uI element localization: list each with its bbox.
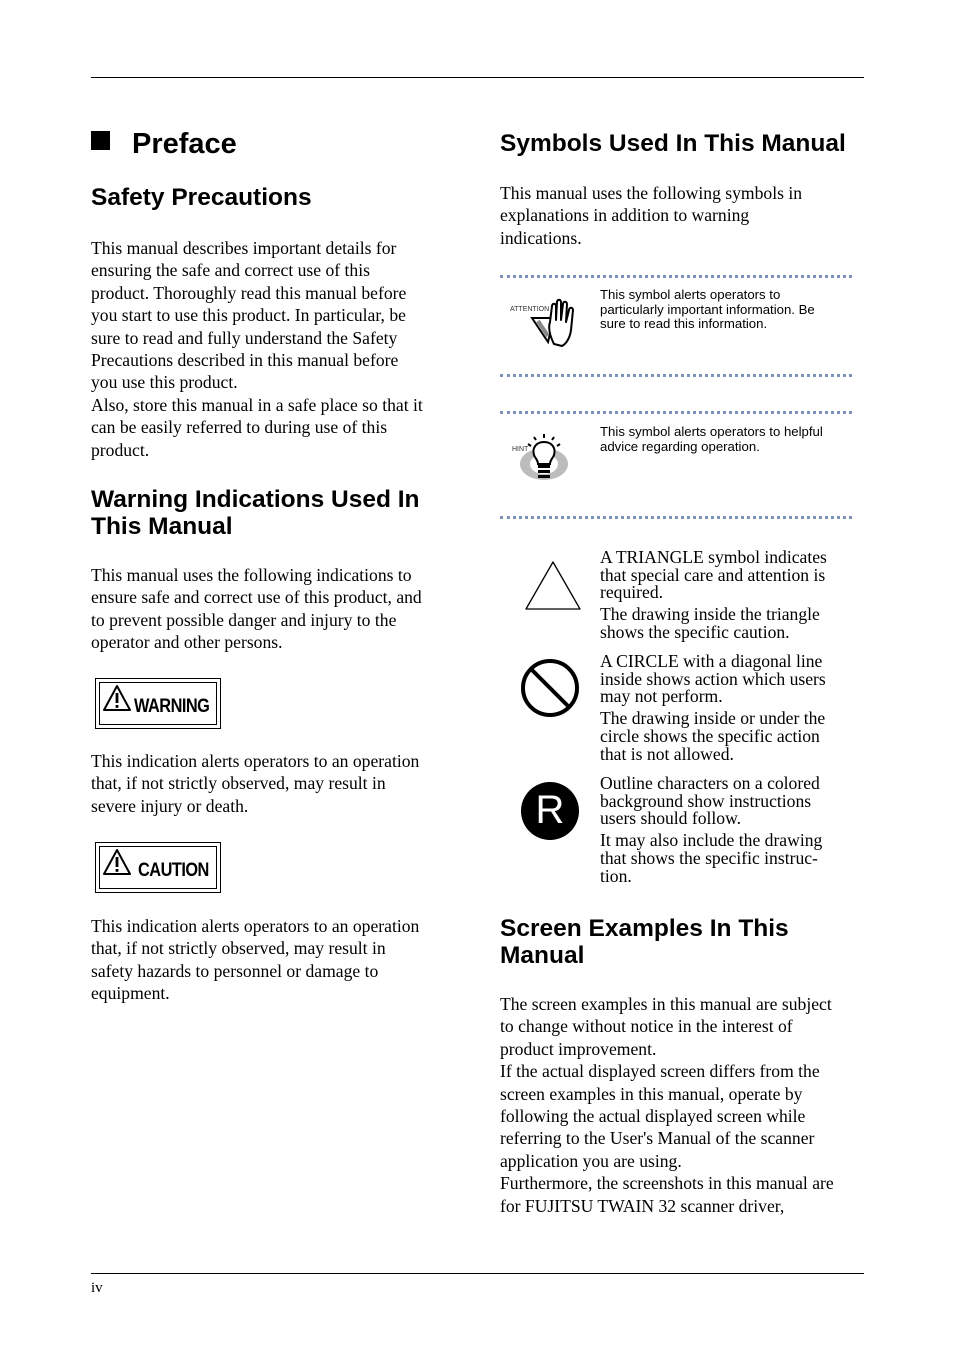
text-line: for FUJITSU TWAIN 32 scanner driver, [500,1195,785,1216]
text-line: safety hazards to personnel or damage to [91,960,379,981]
text-line: This manual describes important details for [91,238,397,258]
text-line: equipment. [91,983,170,1004]
text-line: Furthermore, the screenshots in this manual are [500,1173,834,1194]
text-line: product improvement. [500,1038,657,1059]
text-line: advice regarding operation. [600,438,760,454]
dotted-separator [500,516,852,519]
caution-label: CAUTION [138,860,209,881]
screen-examples-paragraph [500,993,865,1217]
screen-examples-heading: Screen Examples In This Manual [500,915,789,969]
warning-description [91,750,461,817]
text-line: sure to read and fully understand the Safety [91,327,398,348]
caution-description [91,915,461,1005]
text-line: This manual uses the following indications to [91,565,412,585]
text-line: product. Thoroughly read this manual before [91,282,407,303]
text-line: that shows the specific instruc- [600,847,818,868]
triangle-description [600,549,860,642]
warning-triangle-icon [102,684,132,712]
text-line: It may also include the drawing [600,830,823,851]
caution-badge [95,842,221,893]
text-line: The drawing inside or under the [600,708,826,729]
text-line: application you are using. [500,1150,682,1171]
text-line: tion. [600,865,632,886]
hint-icon-label: HINT [512,446,529,453]
text-line: The drawing inside the triangle [600,604,820,625]
text-line: explanations in addition to warning [500,205,750,226]
hint-description [600,425,855,454]
text-line: to change without notice in the interest of [500,1016,793,1037]
symbols-paragraph [500,182,865,249]
page-number: iv [91,1280,103,1296]
text-line: This indication alerts operators to an operation [91,916,420,936]
dotted-separator [500,374,852,377]
dotted-separator [500,411,852,414]
text-line: Also, store this manual in a safe place so that it [91,394,423,415]
hand-attention-icon [528,296,584,350]
warning-indications-heading: Warning Indications Used In This Manual [91,486,420,540]
symbols-heading: Symbols Used In This Manual [500,130,846,157]
text-line: that, if not strictly observed, may result in [91,938,386,959]
text-line: The screen examples in this manual are subject [500,994,832,1014]
text-line: This symbol alerts operators to helpful [600,424,823,439]
text-line: indications. [500,227,582,248]
text-line: ensure safe and correct use of this product, and [91,587,422,608]
circle-description [600,653,860,763]
safety-heading: Safety Precautions [91,184,312,211]
text-line: circle shows the specific action [600,725,820,746]
lightbulb-hint-icon [516,432,572,486]
text-line: required. [600,582,664,603]
text-line: severe injury or death. [91,795,249,816]
text-line: that, if not strictly observed, may result in [91,773,386,794]
page-title: Preface [91,128,237,160]
prohibition-circle-icon [519,657,581,719]
safety-paragraph [91,237,461,461]
text-line: screen examples in this manual, operate by [500,1083,803,1104]
text-line: ensuring the safe and correct use of this [91,260,370,281]
text-line: following the actual displayed screen while [500,1106,806,1127]
text-line: particularly important information. Be [600,301,815,317]
text-line: that is not allowed. [600,743,734,764]
warning-badge [95,678,221,729]
attention-icon [508,296,588,350]
text-line: that special care and attention is [600,564,826,585]
r-glyph: R [535,788,565,832]
text-line: This manual uses the following symbols in [500,183,803,203]
text-line: you use this product. [91,372,238,393]
warning-label: WARNING [134,696,210,717]
text-line: inside shows action which users [600,668,826,689]
text-line: you start to use this product. In particular, be [91,305,406,326]
text-line: may not perform. [600,686,723,707]
outline-description [600,775,860,885]
text-line: Outline characters on a colored [600,773,820,793]
instruction-r-icon [521,782,579,840]
triangle-symbol-icon [523,560,583,612]
header-rule [91,77,864,78]
text-line: This symbol alerts operators to [600,287,781,302]
text-line: to prevent possible danger and injury to the [91,609,397,630]
black-square-icon [91,131,110,150]
text-line: A CIRCLE with a diagonal line [600,651,823,671]
dotted-separator [500,275,852,278]
attention-icon-label: ATTENTION [510,306,550,313]
hint-icon [510,432,580,486]
text-line: This indication alerts operators to an operation [91,751,420,771]
footer-rule [91,1273,864,1274]
text-line: referring to the User's Manual of the scanner [500,1128,815,1149]
text-line: If the actual displayed screen differs from the [500,1061,820,1082]
text-line: A TRIANGLE symbol indicates [600,547,827,567]
text-line: Precautions described in this manual before [91,350,399,371]
text-line: can be easily referred to during use of this [91,417,388,438]
text-line: shows the specific caution. [600,621,790,642]
text-line: product. [91,439,150,460]
attention-description [600,288,855,332]
text-line: sure to read this information. [600,316,768,332]
caution-triangle-icon [102,848,132,876]
text-line: users should follow. [600,808,742,829]
text-line: operator and other persons. [91,632,283,653]
text-line: background show instructions [600,790,812,811]
warning-indications-paragraph [91,564,461,654]
